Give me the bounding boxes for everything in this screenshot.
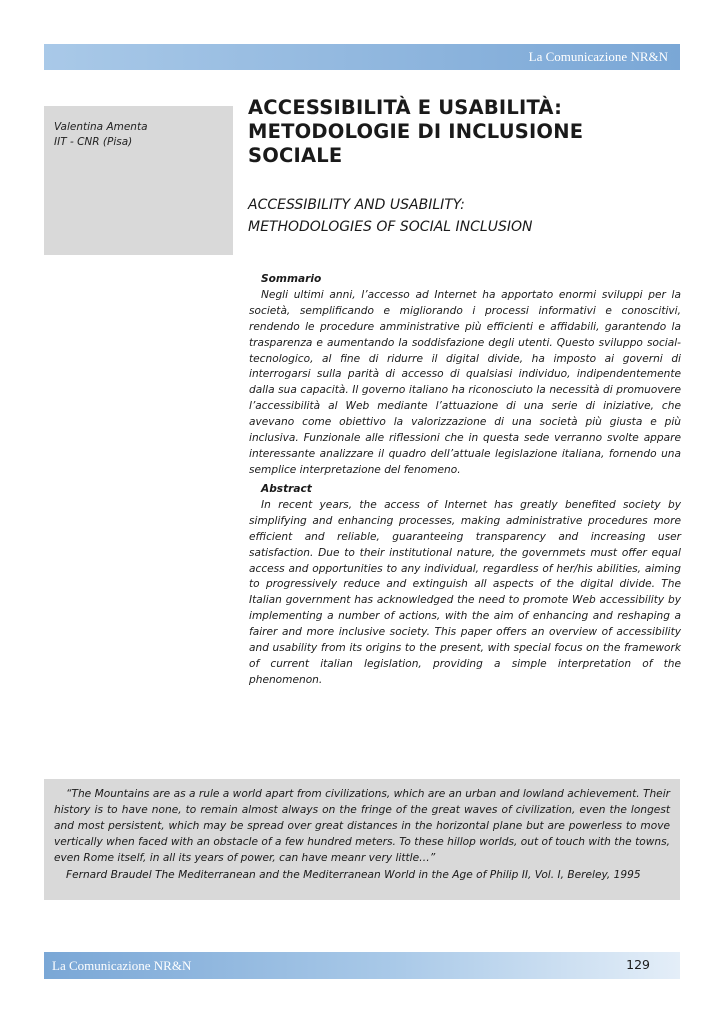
title-line: SOCIALE	[248, 144, 343, 167]
page-number: 129	[626, 957, 650, 972]
author-box	[44, 106, 233, 255]
sommario-heading: Sommario	[261, 273, 322, 285]
abstract-section	[249, 482, 681, 689]
abstract-text: In recent years, the access of Internet has greatly benefited society by simplifying and enhancing processes, making administrative procedures more efficient and reliable, guaranteeing transparency and increasing user satisfaction. Due to their institutional nature, the governmets must offer equal access and opportunities to any individual, regardless of her/his abilities, aiming to progressively reduce and extinguish all aspects of the digital divide. The Italian government has acknowledged the need to promote Web accessibility by implementing a number of actions, with the aim of enhancing and reshaping a fairer and more inclusive society. This paper offers an overview of accessibility and usability from its origins to the present, with special focus on the framework of current italian legislation, providing a simple interpretation of the phenomenon.	[249, 498, 681, 686]
author-affiliation: IIT - CNR (Pisa)	[54, 136, 133, 148]
article-title	[248, 96, 668, 168]
sommario-text: Negli ultimi anni, l’accesso ad Internet ha apportato enormi sviluppi per la società, semplificando e migliorando i processi informativi e conoscitivi, rendendo le procedure amministrative più efficienti e affidabili, garantendo la trasparenza e aumentando la soddisfazione degli utenti. Questo sviluppo social-tecnologico, al fine di ridurre il digital divide, ha imposto ai governi di interrogarsi sulla parità di accesso di qualsiasi individuo, indipendentemente dalla sua capacità. Il governo italiano ha riconosciuto la necessità di promuovere l’accessibilità al Web mediante l’attuazione di una serie di iniziative, che avevano come obiettivo la valorizzazione di una società più giusta e più inclusiva. Funzionale alle riflessioni che in questa sede verranno svolte appare interessante analizzare il quadro dell’attuale legislazione italiana, fornendo una semplice interpretazione del fenomeno.	[249, 288, 681, 476]
title-line: ACCESSIBILITÀ E USABILITÀ:	[248, 96, 563, 119]
author-name: Valentina Amenta	[54, 121, 148, 133]
sommario-section	[249, 272, 681, 479]
epigraph-source: Fernard Braudel The Mediterranean and the Mediterranean World in the Age of Philip II, Vol. I, Bereley, 1995	[66, 869, 641, 881]
footer-band	[44, 952, 680, 979]
title-line: METODOLOGIE DI INCLUSIONE	[248, 120, 584, 143]
subtitle-line: METHODOLOGIES OF SOCIAL INCLUSION	[248, 219, 533, 235]
article-subtitle	[248, 194, 668, 238]
epigraph-quote: “The Mountains are as a rule a world apart from civilizations, which are an urban and lowland achievement. Their history is to have none, to remain almost always on the fringe of the great waves of civilization, even the longest and most persistent, which may be spread over great distances in the horizontal plane but are powerless to move vertically when faced with an obstacle of a few hundred meters. To these hillop worlds, out of touch with the towns, even Rome itself, in all its years of power, can have meanr very little…”	[54, 788, 670, 864]
abstract-heading: Abstract	[261, 483, 312, 495]
header-band	[44, 44, 680, 70]
epigraph-box	[44, 779, 680, 900]
header-journal-name: La Comunicazione NR&N	[528, 49, 668, 64]
footer-journal-name: La Comunicazione NR&N	[52, 958, 192, 973]
subtitle-line: ACCESSIBILITY AND USABILITY:	[248, 197, 465, 213]
